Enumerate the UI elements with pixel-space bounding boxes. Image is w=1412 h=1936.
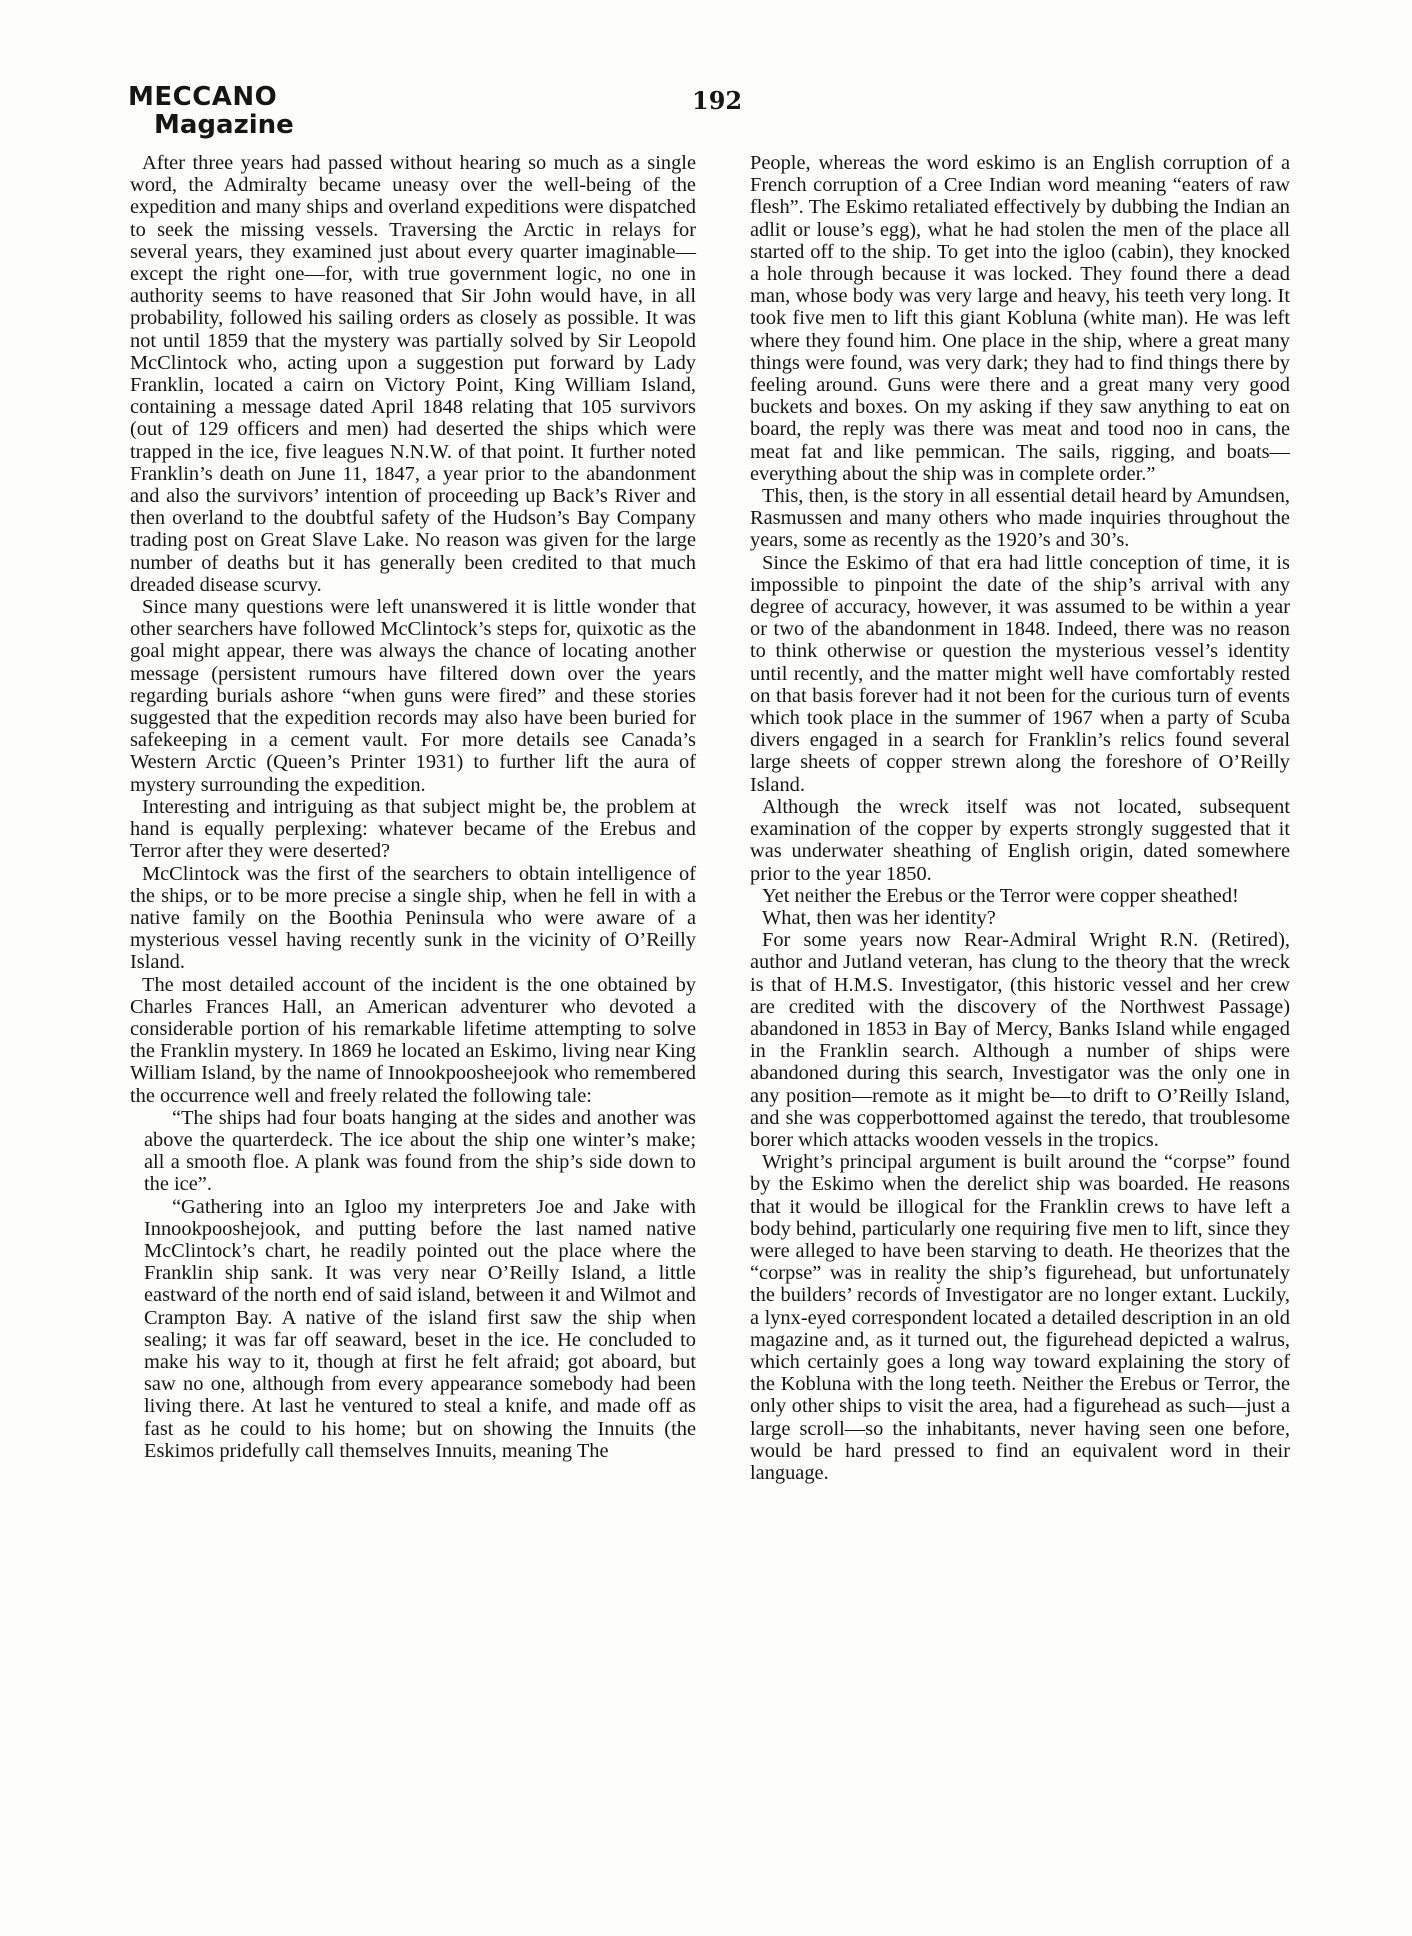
paragraph: Although the wreck itself was not located, subsequent examination of the copper by experts strongly suggested that it was underwater sheathing of English origin, dated somewhere prior to the year 1850. [750, 795, 1290, 885]
paragraph: Since the Eskimo of that era had little conception of time, it is impossible to pinpoint the date of the ship’s arrival with any degree of accuracy, however, it was assumed to be within a year or two of the abandonment in 1848. Indeed, there was no reason to think otherwise or question the mysterious vessel’s identity until recently, and the matter might well have comfortably rested on that basis forever had it not been for the curious turn of events which took place in the summer of 1967 when a party of Scuba divers engaged in a search for Franklin’s relics found several large sheets of copper strewn along the foreshore of O’Reilly Island. [750, 551, 1290, 796]
paragraph: McClintock was the first of the searchers to obtain intelligence of the ships, or to be more precise a single ship, when he fell in with a native family on the Boothia Peninsula who were aware of a mysterious vessel having recently sunk in the vicinity of O’Reilly Island. [130, 862, 696, 974]
paragraph: For some years now Rear-Admiral Wright R.N. (Retired), author and Jutland veteran, has clung to the theory that the wreck is that of H.M.S. Investigator, (this historic vessel and her crew are credited with the discovery of the Northwest Passage) abandoned in 1853 in Bay of Mercy, Banks Island while engaged in the Franklin search. Although a number of ships were abandoned during this search, Investigator was the only one in any position—remote as it might be—to drift to O’Reilly Island, and she was copperbottomed against the teredo, that troublesome borer which attacks wooden vessels in the tropics. [750, 929, 1290, 1151]
right-column [750, 152, 1290, 1484]
paragraph: The most detailed account of the incident is the one obtained by Charles Frances Hall, an American adventurer who devoted a considerable portion of his remarkable lifetime attempting to solve the Franklin mystery. In 1869 he located an Eskimo, living near King William Island, by the name of Innookpoosheejook who remembered the occurrence well and freely related the following tale: [130, 973, 696, 1107]
left-column [130, 152, 696, 1462]
page-number: 192 [692, 86, 743, 115]
paragraph: Wright’s principal argument is built around the “corpse” found by the Eskimo when the derelict ship was boarded. He reasons that it would be illogical for the Franklin crews to have left a body behind, particularly one requiring five men to lift, since they were alleged to have been starving to death. He theorizes that the “corpse” was in reality the ship’s figurehead, but unfortunately the builders’ records of Investigator are no longer extant. Luckily, a lynx-eyed correspondent located a detailed description in an old magazine and, as it turned out, the figurehead depicted a walrus, which certainly goes a long way toward explaining the story of the Kobluna with the long teeth. Neither the Erebus or Terror, the only other ships to visit the area, had a figurehead as such—just a large scroll—so the inhabitants, never having seen one before, would be hard pressed to find an equivalent word in their language. [750, 1151, 1290, 1484]
paragraph: After three years had passed without hearing so much as a single word, the Admiralty became uneasy over the well-being of the expedition and many ships and overland expeditions were dispatched to seek the missing vessels. Traversing the Arctic in relays for several years, they examined just about every quarter imaginable—except the right one—for, with true government logic, no one in authority seems to have reasoned that Sir John would have, in all probability, followed his sailing orders as closely as possible. It was not until 1859 that the mystery was partially solved by Sir Leopold McClintock who, acting upon a suggestion put forward by Lady Franklin, located a cairn on Victory Point, King William Island, containing a message dated April 1848 relating that 105 survivors (out of 129 officers and men) had deserted the ships which were trapped in the ice, five leagues N.N.W. of that point. It further noted Franklin’s death on June 11, 1847, a year prior to the abandonment and also the survivors’ intention of proceeding up Back’s River and then overland to the doubtful safety of the Hudson’s Bay Company trading post on Great Slave Lake. No reason was given for the large number of deaths but it has generally been credited to that much dreaded disease scurvy. [130, 152, 696, 596]
paragraph: Yet neither the Erebus or the Terror were copper sheathed! [762, 884, 1239, 907]
quote-paragraph: “Gathering into an Igloo my interpreters Joe and Jake with Innookpooshejook, and putting before the last named native McClintock’s chart, he readily pointed out the place where the Franklin ship sank. It was very near O’Reilly Island, a little eastward of the north end of said island, between it and Wilmot and Crampton Bay. A native of the island first saw the ship when sealing; it was far off seaward, beset in the ice. He concluded to make his way to it, though at first he felt afraid; got aboard, but saw no one, although from every appearance somebody had been living there. At last he ventured to steal a knife, and made off as fast as he could to his home; but on showing the Innuits (the Eskimos pridefully call themselves Innuits, meaning The [144, 1195, 696, 1462]
masthead-subtitle: Magazine [154, 110, 294, 140]
masthead [128, 84, 294, 138]
paragraph: What, then was her identity? [762, 906, 996, 929]
quote-paragraph: “The ships had four boats hanging at the sides and another was above the quarterdeck. The ice about the ship one winter’s make; all a smooth floe. A plank was found from the ship’s side down to the ice”. [144, 1106, 696, 1196]
masthead-title: MECCANO [128, 82, 278, 112]
paragraph: Since many questions were left unanswered it is little wonder that other searchers have followed McClintock’s steps for, quixotic as the goal might appear, there was always the chance of locating another message (persistent rumours have filtered down over the years regarding burials ashore “when guns were fired” and these stories suggested that the expedition records may also have been buried for safekeeping in a cement vault. For more details see Canada’s Western Arctic (Queen’s Printer 1931) to further lift the aura of mystery surrounding the expedition. [130, 596, 696, 796]
paragraph: Interesting and intriguing as that subject might be, the problem at hand is equally perplexing: whatever became of the Erebus and Terror after they were deserted? [130, 795, 696, 863]
paragraph: People, whereas the word eskimo is an English corruption of a French corruption of a Cree Indian word meaning “eaters of raw flesh”. The Eskimo retaliated effectively by dubbing the Indian an adlit or louse’s egg), what he had stolen the men of the place all started off to the ship. To get into the igloo (cabin), they knocked a hole through because it was locked. They found there a dead man, whose body was very large and heavy, his teeth very long. It took five men to lift this giant Kobluna (white man). He was left where they found him. One place in the ship, where a great many things were found, was very dark; they had to find things there by feeling around. Guns were there and a great many very good buckets and boxes. On my asking if they saw anything to eat on board, the reply was there was meat and tood noo in cans, the meat fat and like pemmican. The sails, rigging, and boats—everything about the ship was in complete order.” [750, 152, 1290, 485]
paragraph: This, then, is the story in all essential detail heard by Amundsen, Rasmussen and many others who made inquiries throughout the years, some as recently as the 1920’s and 30’s. [750, 485, 1290, 552]
